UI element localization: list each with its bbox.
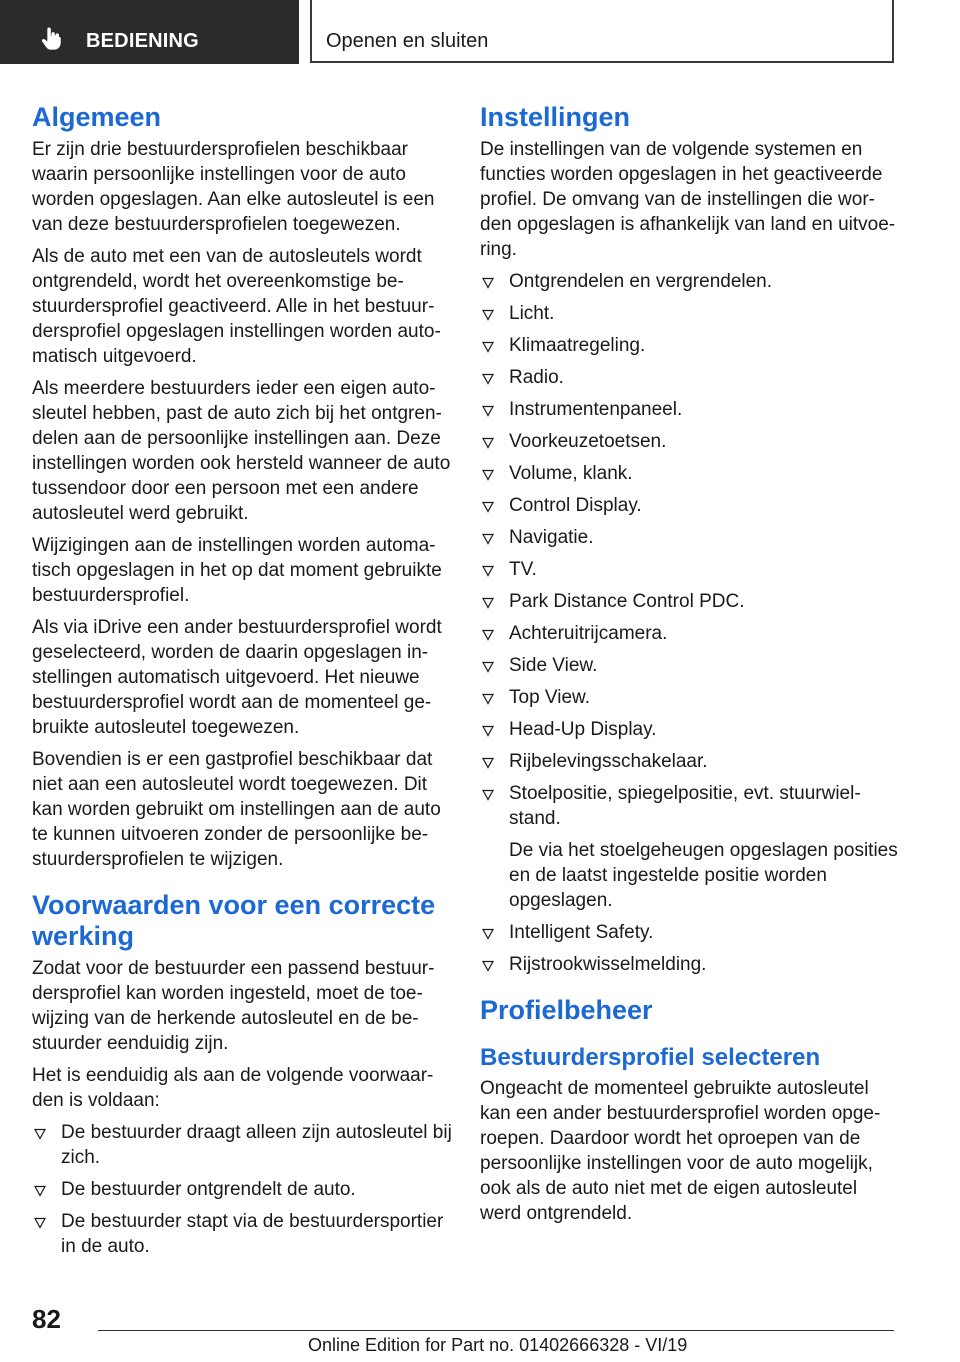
list-item: Licht. [480,301,900,326]
paragraph: Als meerdere bestuurders ieder een eigen autosleutel hebben, past de auto zich bij het ontgrendelen aan de persoonlijke instellingen aan. Deze instellingen worden ook hersteld wanneer de auto tussendoor door een persoon met een andere autosleutel werd gebruikt. [32,378,451,524]
list-item: Stoelpositie, spiegelpositie, evt. stuurwielstand. De via het stoelgeheugen opgeslagen posities en de laatst ingestelde positie worden opgeslagen. [480,781,900,913]
paragraph: Als de auto met een van de autosleutels wordt ontgrendeld, wordt het overeenkomstige bestuurdersprofiel geactiveerd. Alle in het bestuurdersprofiel opgeslagen instellingen worden automatisch uitgevoerd. [32,246,441,367]
list-item: De bestuurder stapt via de bestuurdersportier in de auto. [32,1209,452,1259]
paragraph: Het is eenduidig als aan de volgende voorwaarden is voldaan: [32,1065,434,1111]
chapter-title: Openen en sluiten [326,30,489,52]
triangle-bullet-icon [482,373,494,385]
list-item: De bestuurder draagt alleen zijn autosleutel bij zich. [32,1120,452,1170]
heading-profielbeheer: Profielbeheer [480,995,653,1025]
paragraph: Zodat voor de bestuurder een passend bestuurdersprofiel kan worden ingesteld, moet de toewijzing van de herkende autosleutel en de bestuurder eenduidig zijn. [32,958,435,1054]
list-item: Volume, klank. [480,461,900,486]
triangle-bullet-icon [482,405,494,417]
list-item: Intelligent Safety. [480,920,900,945]
triangle-bullet-icon [482,341,494,353]
section-label: BEDIENING [86,30,199,52]
footer-divider [98,1330,894,1331]
list-item: Instrumentenpaneel. [480,397,900,422]
list-item: Voorkeuzetoetsen. [480,429,900,454]
left-column [32,102,452,1266]
list-item: Park Distance Control PDC. [480,589,900,614]
list-item: Ontgrendelen en vergrendelen. [480,269,900,294]
list-item: Klimaatregeling. [480,333,900,358]
triangle-bullet-icon [34,1128,46,1140]
list-item: Rijstrookwisselmelding. [480,952,900,977]
page-number: 82 [32,1304,61,1334]
heading-profiel-selecteren: Bestuurdersprofiel selecteren [480,1044,821,1071]
triangle-bullet-icon [482,789,494,801]
right-column [480,102,900,1233]
heading-voorwaarden: Voorwaarden voor een correcte werking [32,890,436,951]
triangle-bullet-icon [482,757,494,769]
paragraph: Als via iDrive een ander bestuurdersprofiel wordt geselecteerd, worden de daarin opgeslagen instellingen automatisch uitgevoerd. Het nieuwe bestuurdersprofiel wordt aan de momenteel gebruikte autosleutel toegewezen. [32,617,442,738]
triangle-bullet-icon [482,565,494,577]
page-header [0,0,960,66]
list-item: Side View. [480,653,900,678]
triangle-bullet-icon [482,928,494,940]
list-item: De bestuurder ontgrendelt de auto. [32,1177,452,1202]
triangle-bullet-icon [482,533,494,545]
triangle-bullet-icon [34,1217,46,1229]
paragraph: Ongeacht de momenteel gebruikte autosleutel kan een ander bestuurdersprofiel worden opgeroepen. Daardoor wordt het oproepen van de persoonlijke instellingen voor de auto mogelijk, ook als de auto niet met de eigen autosleutel werd ontgrendeld. [480,1078,881,1224]
list-item-note: De via het stoelgeheugen opgeslagen posities en de laatst ingestelde positie worden opgeslagen. [509,840,898,911]
list-item: Rijbelevingsschakelaar. [480,749,900,774]
triangle-bullet-icon [482,661,494,673]
triangle-bullet-icon [482,597,494,609]
list-item: Head-Up Display. [480,717,900,742]
triangle-bullet-icon [482,469,494,481]
triangle-bullet-icon [482,309,494,321]
paragraph: Bovendien is er een gastprofiel beschikbaar dat niet aan een autosleutel wordt toegewezen. Dit kan worden gebruikt om instellingen aan de auto te kunnen uitvoeren zonder de persoonlijke bestuurdersprofielen te wijzigen. [32,749,441,870]
paragraph: Er zijn drie bestuurdersprofielen beschikbaar waarin persoonlijke instellingen voor de auto worden opgeslagen. Aan elke autosleutel is een van deze bestuurdersprofielen toegewezen. [32,139,435,235]
list-item: Navigatie. [480,525,900,550]
edition-text: Online Edition for Part no. 01402666328 - VI/19 [308,1335,688,1355]
heading-instellingen: Instellingen [480,102,631,132]
list-item: Radio. [480,365,900,390]
triangle-bullet-icon [482,693,494,705]
triangle-bullet-icon [482,725,494,737]
triangle-bullet-icon [482,437,494,449]
list-item: Achteruitrijcamera. [480,621,900,646]
triangle-bullet-icon [34,1185,46,1197]
voorwaarden-list [32,1120,452,1259]
paragraph: De instellingen van de volgende systemen en functies worden opgeslagen in het geactiveerde profiel. De omvang van de instellingen die worden opgeslagen is afhankelijk van land en uitvoering. [480,139,896,260]
triangle-bullet-icon [482,960,494,972]
paragraph: Wijzigingen aan de instellingen worden automatisch opgeslagen in het op dat moment gebruikte bestuurdersprofiel. [32,535,442,606]
list-item: Top View. [480,685,900,710]
section-tab [0,0,299,64]
triangle-bullet-icon [482,629,494,641]
list-item: Control Display. [480,493,900,518]
instellingen-list [480,269,900,977]
hand-pointer-icon [38,24,66,52]
heading-algemeen: Algemeen [32,102,162,132]
list-item: TV. [480,557,900,582]
triangle-bullet-icon [482,277,494,289]
triangle-bullet-icon [482,501,494,513]
